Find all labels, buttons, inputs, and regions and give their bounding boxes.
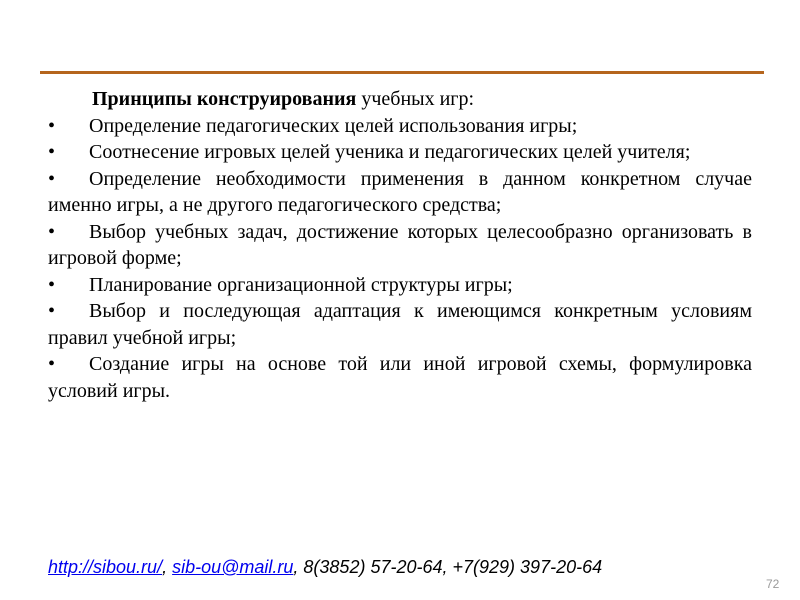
list-item bbox=[48, 298, 752, 351]
list-item-text: Выбор учебных задач, достижение которых целесообразно организовать в игровой форме; bbox=[48, 220, 752, 269]
bullet: • bbox=[48, 353, 56, 375]
bullet: • bbox=[48, 273, 56, 296]
list-item bbox=[48, 166, 752, 219]
header-rule bbox=[40, 71, 764, 74]
list-item bbox=[48, 139, 752, 166]
slide-content bbox=[48, 86, 752, 404]
list-item bbox=[48, 219, 752, 272]
list-item bbox=[48, 272, 752, 299]
list-item-text: Соотнесение игровых целей ученика и педагогических целей учителя; bbox=[89, 141, 691, 163]
list-item-text: Выбор и последующая адаптация к имеющимся конкретным условиям правил учебной игры; bbox=[48, 300, 752, 349]
footer-separator: , bbox=[162, 557, 173, 577]
website-link[interactable]: http://sibou.ru/ bbox=[48, 557, 163, 577]
email-link[interactable]: sib-ou@mail.ru bbox=[172, 557, 294, 577]
bullet: • bbox=[48, 300, 56, 322]
bullet: • bbox=[48, 141, 56, 163]
list-item-text: Планирование организационной структуры игры; bbox=[89, 273, 513, 296]
list-item-text: Создание игры на основе той или иной игровой схемы, формулировка условий игры. bbox=[48, 353, 752, 402]
heading-rest: учебных игр: bbox=[356, 88, 475, 110]
bullet: • bbox=[48, 114, 56, 137]
list-item bbox=[48, 351, 752, 404]
heading-bold: Принципы конструирования bbox=[92, 88, 357, 110]
footer-phones: , 8(3852) 57-20-64, +7(929) 397-20-64 bbox=[293, 557, 603, 577]
footer-contacts bbox=[48, 557, 602, 578]
list-item-text: Определение необходимости применения в данном конкретном случае именно игры, а не другого педагогического средства; bbox=[48, 167, 752, 216]
section-heading bbox=[48, 86, 752, 113]
page-number: 72 bbox=[766, 577, 780, 591]
bullet: • bbox=[48, 220, 56, 243]
bullet: • bbox=[48, 167, 56, 190]
list-item bbox=[48, 113, 752, 140]
list-item-text: Определение педагогических целей использования игры; bbox=[89, 114, 578, 137]
